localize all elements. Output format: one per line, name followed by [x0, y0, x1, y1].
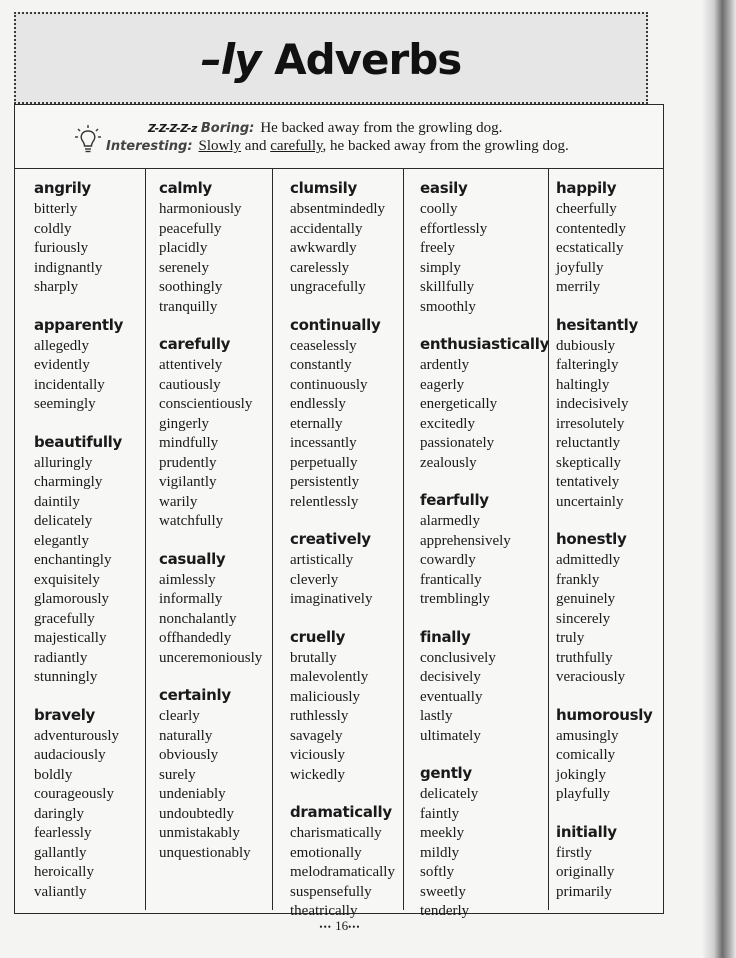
adverb-heading: gently — [420, 764, 472, 782]
synonym-word: elegantly — [34, 532, 89, 549]
adverb-heading: apparently — [34, 315, 124, 334]
synonym-word: dubiously — [556, 337, 616, 354]
synonym-word: attentively — [159, 357, 223, 373]
synonym-word: viciously — [290, 747, 345, 763]
synonym-word: falteringly — [556, 357, 619, 373]
adverb-heading: finally — [420, 627, 471, 646]
synonym-word: tranquilly — [159, 298, 218, 315]
synonym-word: ungracefully — [290, 279, 366, 295]
synonym-word: stunningly — [34, 669, 98, 685]
synonym-word: alluringly — [34, 454, 93, 471]
adverb-group — [159, 334, 262, 532]
synonym-word: offhandedly — [159, 630, 232, 646]
synonym-word: gingerly — [159, 415, 209, 432]
adverb-heading: carefully — [159, 335, 231, 353]
synonym-word: playfully — [556, 786, 611, 802]
synonym-word: eagerly — [420, 376, 465, 393]
adverb-heading: humorously — [556, 705, 653, 724]
synonym-word: delicately — [34, 513, 93, 529]
adverb-group — [556, 529, 653, 688]
synonym-word: cowardly — [420, 552, 476, 568]
synonym-word: naturally — [159, 727, 213, 744]
synonym-word: contentedly — [556, 220, 626, 237]
synonym-word: lastly — [420, 708, 453, 724]
synonym-word: truthfully — [556, 649, 613, 666]
adverb-group — [420, 490, 549, 610]
synonym-word: sharply — [34, 279, 79, 295]
synonym-word: conscientiously — [159, 396, 253, 412]
boring-text: He backed away from the growling dog. — [260, 120, 503, 136]
synonym-word: unquestionably — [159, 844, 251, 861]
synonym-word: gallantly — [34, 844, 87, 861]
synonym-word: coolly — [420, 201, 458, 217]
synonym-word: daintily — [34, 493, 80, 510]
synonym-word: emotionally — [290, 844, 362, 861]
synonym-word: tentatively — [556, 474, 620, 490]
synonym-word: charmingly — [34, 474, 103, 490]
synonym-word: faintly — [420, 805, 460, 822]
synonym-word: incidentally — [34, 376, 105, 393]
adverb-heading: enthusiastically — [420, 335, 550, 353]
adverb-heading: angrily — [34, 179, 91, 197]
synonym-word: warily — [159, 493, 198, 510]
interesting-word-1: Slowly — [198, 138, 242, 154]
adverb-heading: dramatically — [290, 803, 392, 821]
synonym-word: haltingly — [556, 376, 610, 393]
synonym-word: persistently — [290, 474, 360, 490]
synonym-word: skeptically — [556, 454, 621, 471]
synonym-word: malevolently — [290, 669, 369, 685]
adverb-group — [290, 627, 395, 786]
synonym-word: soothingly — [159, 279, 223, 295]
page-edge-shadow — [702, 0, 736, 958]
section-divider — [14, 168, 664, 169]
synonym-word: audaciously — [34, 747, 106, 763]
synonym-word: majestically — [34, 630, 107, 646]
adverb-group — [34, 432, 123, 688]
synonym-word: clearly — [159, 708, 200, 724]
footer-dots-right: ••• — [348, 922, 361, 933]
synonym-word: valiantly — [34, 883, 87, 900]
synonym-word: mildly — [420, 844, 460, 861]
synonym-word: watchfully — [159, 513, 224, 529]
boring-label: Boring: — [200, 121, 255, 136]
synonym-word: veraciously — [556, 669, 626, 685]
synonym-word: meekly — [420, 825, 465, 841]
title-prefix: –ly — [200, 35, 261, 84]
adverb-heading: bravely — [34, 705, 96, 724]
synonym-word: excitedly — [420, 415, 475, 432]
adverb-group — [556, 178, 653, 298]
synonym-word: eternally — [290, 415, 343, 432]
column-divider — [272, 168, 273, 910]
synonym-word: passionately — [420, 435, 495, 451]
adverb-group — [290, 178, 395, 298]
adverb-heading: happily — [556, 179, 617, 197]
synonym-word: allegedly — [34, 337, 89, 354]
synonym-word: tremblingly — [420, 591, 490, 607]
synonym-word: perpetually — [290, 454, 358, 471]
adverb-group — [556, 705, 653, 805]
page-title — [16, 14, 646, 106]
synonym-word: imaginatively — [290, 591, 373, 607]
adverb-group — [420, 178, 549, 317]
synonym-word: theatrically — [290, 903, 358, 919]
synonym-word: savagely — [290, 727, 343, 744]
synonym-word: sweetly — [420, 883, 466, 900]
synonym-word: unmistakably — [159, 825, 240, 841]
word-column-1 — [34, 178, 123, 919]
adverb-heading: clumsily — [290, 179, 357, 197]
adverb-group — [290, 315, 395, 513]
adverb-group — [159, 549, 262, 669]
synonym-word: furiously — [34, 240, 89, 256]
adverb-group — [556, 822, 653, 903]
synonym-word: genuinely — [556, 591, 616, 607]
adverb-group — [420, 334, 549, 473]
synonym-word: charismatically — [290, 825, 382, 841]
adverb-group — [159, 685, 262, 863]
synonym-word: cheerfully — [556, 201, 617, 217]
synonym-word: irresolutely — [556, 415, 625, 432]
adverb-group — [556, 315, 653, 513]
synonym-word: undoubtedly — [159, 805, 234, 822]
synonym-word: boldly — [34, 766, 73, 783]
adverb-group — [34, 178, 123, 298]
adverb-heading: initially — [556, 822, 617, 841]
synonym-word: frantically — [420, 571, 482, 588]
synonym-word: harmoniously — [159, 201, 242, 217]
adverb-group — [159, 178, 262, 317]
synonym-word: cleverly — [290, 571, 339, 588]
synonym-word: softly — [420, 864, 455, 880]
synonym-word: alarmedly — [420, 513, 480, 529]
synonym-word: peacefully — [159, 220, 222, 237]
synonym-word: joyfully — [556, 259, 604, 276]
synonym-word: maliciously — [290, 688, 360, 705]
title-banner — [14, 12, 648, 104]
synonym-word: accidentally — [290, 220, 363, 237]
synonym-word: aimlessly — [159, 571, 216, 588]
synonym-word: ceaselessly — [290, 337, 357, 354]
synonym-word: informally — [159, 591, 223, 607]
synonym-word: continuously — [290, 376, 368, 393]
adverb-group — [34, 705, 123, 903]
synonym-word: nonchalantly — [159, 610, 237, 627]
synonym-word: decisively — [420, 669, 481, 685]
synonym-word: ruthlessly — [290, 708, 349, 724]
synonym-word: frankly — [556, 571, 600, 588]
synonym-word: artistically — [290, 552, 354, 568]
synonym-word: unceremoniously — [159, 649, 263, 666]
synonym-word: freely — [420, 240, 455, 256]
synonym-word: delicately — [420, 786, 479, 802]
adverb-group — [34, 315, 123, 415]
synonym-word: suspensefully — [290, 883, 372, 900]
synonym-word: amusingly — [556, 727, 619, 744]
boring-example — [148, 120, 502, 137]
adverb-heading: certainly — [159, 686, 231, 704]
synonym-word: sincerely — [556, 610, 611, 627]
synonym-word: truly — [556, 630, 585, 646]
synonym-word: surely — [159, 766, 196, 783]
synonym-word: simply — [420, 259, 461, 276]
example-sentences — [70, 116, 660, 164]
synonym-word: undeniably — [159, 786, 226, 802]
synonym-word: ardently — [420, 357, 470, 373]
synonym-word: incessantly — [290, 435, 357, 451]
lightbulb-icon — [74, 124, 102, 156]
synonym-word: adventurously — [34, 727, 119, 744]
synonym-word: prudently — [159, 454, 217, 471]
synonym-word: uncertainly — [556, 493, 624, 510]
synonym-word: zealously — [420, 454, 477, 471]
synonym-word: relentlessly — [290, 493, 359, 510]
synonym-word: eventually — [420, 688, 483, 705]
adverb-heading: cruelly — [290, 627, 346, 646]
word-column-5 — [556, 178, 653, 919]
word-column-2 — [159, 178, 262, 880]
column-divider — [403, 168, 404, 910]
synonym-word: energetically — [420, 396, 498, 412]
title-main: Adverbs — [260, 35, 462, 84]
synonym-word: courageously — [34, 786, 114, 802]
interesting-label: Interesting: — [106, 139, 193, 154]
synonym-word: gracefully — [34, 610, 95, 627]
synonym-word: admittedly — [556, 552, 621, 568]
synonym-word: conclusively — [420, 649, 496, 666]
word-column-4 — [420, 178, 549, 939]
synonym-word: absentmindedly — [290, 201, 385, 217]
adverb-heading: continually — [290, 315, 381, 334]
synonym-word: ultimately — [420, 727, 481, 744]
synonym-word: ecstatically — [556, 240, 624, 256]
synonym-word: mindfully — [159, 435, 219, 451]
interesting-and: and — [241, 138, 271, 154]
synonym-word: enchantingly — [34, 552, 112, 568]
synonym-word: endlessly — [290, 396, 346, 412]
adverb-heading: fearfully — [420, 491, 489, 509]
synonym-word: carelessly — [290, 259, 350, 276]
synonym-word: obviously — [159, 747, 219, 763]
adverb-heading: calmly — [159, 179, 212, 197]
synonym-word: awkwardly — [290, 240, 357, 256]
interesting-word-2: carefully — [270, 138, 323, 154]
synonym-word: apprehensively — [420, 532, 511, 549]
adverb-heading: creatively — [290, 530, 371, 548]
synonym-word: glamorously — [34, 591, 109, 607]
word-column-3 — [290, 178, 395, 939]
synonym-word: evidently — [34, 357, 90, 373]
synonym-word: brutally — [290, 649, 337, 666]
footer-dots-left: ••• — [319, 922, 336, 933]
synonym-word: wickedly — [290, 766, 345, 783]
synonym-word: cautiously — [159, 376, 221, 393]
synonym-word: daringly — [34, 805, 84, 822]
column-divider — [145, 168, 146, 910]
synonym-word: comically — [556, 747, 616, 763]
synonym-word: coldly — [34, 220, 72, 237]
adverb-heading: honestly — [556, 530, 627, 548]
sleep-marker: Z-Z-Z-Z-z — [148, 122, 197, 135]
synonym-word: bitterly — [34, 201, 78, 217]
synonym-word: indecisively — [556, 396, 629, 412]
synonym-word: placidly — [159, 240, 208, 256]
synonym-word: heroically — [34, 864, 94, 880]
synonym-word: skillfully — [420, 279, 475, 295]
synonym-word: indignantly — [34, 259, 103, 276]
synonym-word: primarily — [556, 883, 612, 900]
synonym-word: melodramatically — [290, 864, 395, 880]
synonym-word: effortlessly — [420, 220, 488, 237]
adverb-group — [290, 802, 395, 922]
synonym-word: vigilantly — [159, 474, 217, 490]
synonym-word: jokingly — [556, 766, 607, 783]
synonym-word: originally — [556, 864, 615, 880]
synonym-word: constantly — [290, 357, 352, 373]
synonym-word: fearlessly — [34, 825, 92, 841]
interesting-example — [106, 138, 569, 155]
synonym-word: reluctantly — [556, 435, 621, 451]
adverb-heading: casually — [159, 549, 226, 568]
synonym-word: seemingly — [34, 396, 96, 412]
page-number: 16 — [335, 918, 349, 933]
synonym-word: radiantly — [34, 649, 88, 666]
synonym-word: tenderly — [420, 903, 470, 919]
synonym-word: smoothly — [420, 298, 476, 315]
adverb-heading: beautifully — [34, 432, 122, 451]
adverb-group — [420, 763, 549, 922]
synonym-word: exquisitely — [34, 571, 100, 588]
synonym-word: merrily — [556, 279, 601, 295]
adverb-heading: hesitantly — [556, 315, 638, 334]
synonym-word: firstly — [556, 844, 592, 861]
adverb-heading: easily — [420, 179, 468, 197]
interesting-rest: , he backed away from the growling dog. — [322, 138, 569, 154]
adverb-group — [290, 529, 395, 610]
synonym-word: serenely — [159, 259, 209, 276]
adverb-group — [420, 627, 549, 747]
page-footer — [0, 918, 680, 934]
